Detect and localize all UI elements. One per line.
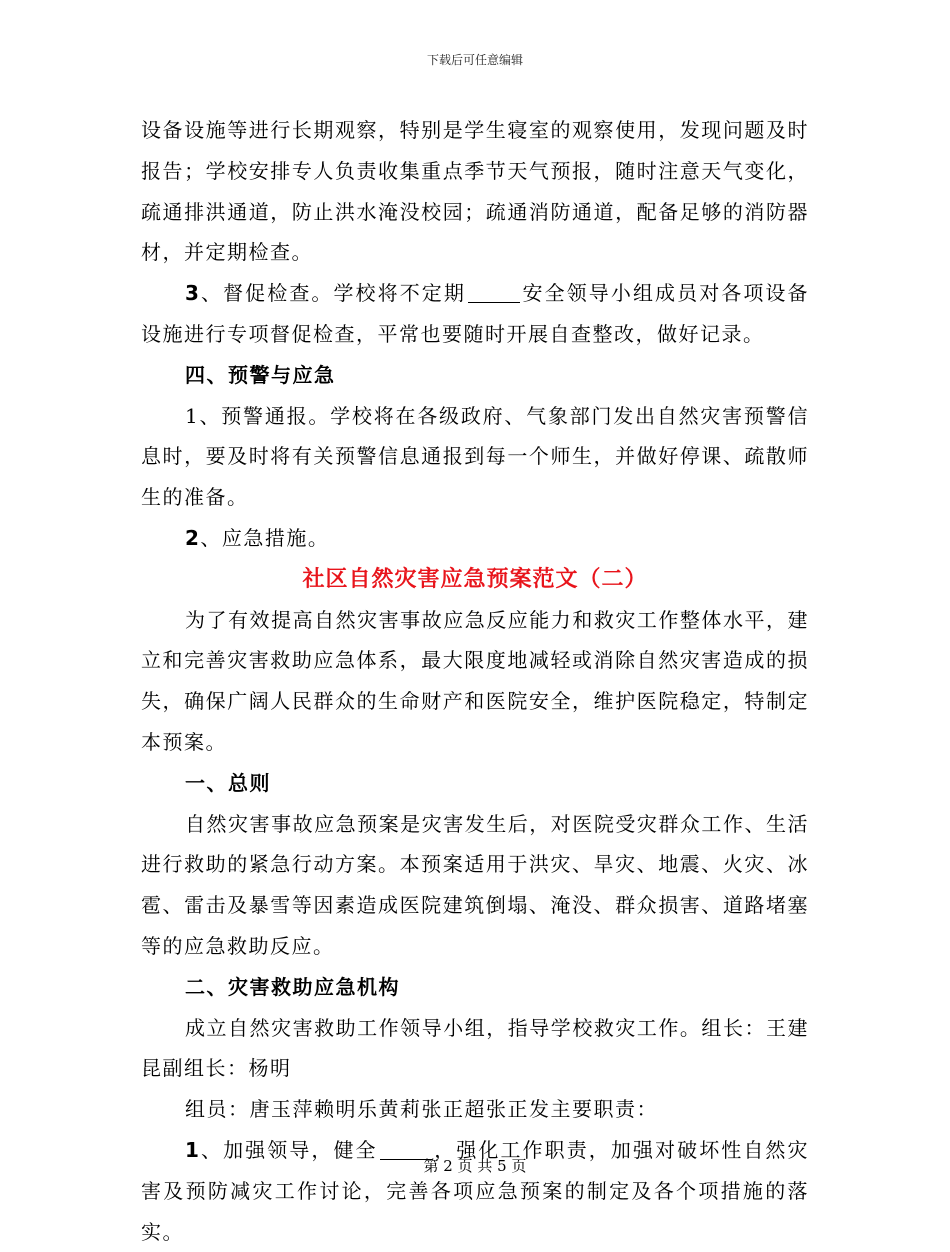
paragraph-text: ，强化工作职责，加强对破坏性自然灾害及预防减灾工作讨论，完善各项应急预案的制定及各个项措施的落实。 xyxy=(141,1137,810,1244)
item-number: 2 xyxy=(185,525,201,550)
paragraph: 组员：唐玉萍赖明乐黄莉张正超张正发主要职责： xyxy=(185,1097,658,1122)
paragraph-text: 、督促检查。学校将不定期 xyxy=(200,281,466,306)
paragraph-text: 安全领导小组成员对各项设备设施进行专项督促检查，平常也要随时开展自查整改，做好记录。 xyxy=(141,281,810,346)
document-body xyxy=(141,110,809,1252)
paragraph-text: 、应急措施。 xyxy=(200,525,330,550)
paragraph: 设备设施等进行长期观察，特别是学生寝室的观察使用，发现问题及时报告；学校安排专人负责收集重点季节天气预报，随时注意天气变化，疏通排洪通道，防止洪水淹没校园；疏通消防通道，配备足够的消防器材，并定期检查。 xyxy=(141,118,809,265)
section-heading: 四、预警与应急 xyxy=(185,362,336,387)
section-heading: 一、总则 xyxy=(185,770,271,795)
page-footer: 第 2 页 共 5 页 xyxy=(423,1157,527,1175)
paragraph: 为了有效提高自然灾害事故应急反应能力和救灾工作整体水平，建立和完善灾害救助应急体系，最大限度地减轻或消除自然灾害造成的损失，确保广阔人民群众的生命财产和医院安全，维护医院稳定，特制定本预案。 xyxy=(141,607,809,754)
item-number: 3 xyxy=(185,281,201,306)
paragraph xyxy=(141,1130,809,1252)
paragraph xyxy=(141,273,809,355)
paragraph: 1、预警通报。学校将在各级政府、气象部门发出自然灾害预警信息时，要及时将有关预警信息通报到每一个师生，并做好停课、疏散师生的准备。 xyxy=(141,403,809,510)
fill-in-blank xyxy=(468,282,520,303)
paragraph: 成立自然灾害救助工作领导小组，指导学校救灾工作。组长：王建昆副组长：杨明 xyxy=(141,1015,809,1081)
item-number: 1 xyxy=(185,1137,201,1162)
page-header: 下载后可任意编辑 xyxy=(426,53,523,67)
paragraph-text: 、加强领导，健全 xyxy=(200,1137,378,1162)
section-heading: 二、灾害救助应急机构 xyxy=(185,974,400,999)
paragraph: 自然灾害事故应急预案是灾害发生后，对医院受灾群众工作、生活进行救助的紧急行动方案。本预案适用于洪灾、旱灾、地震、火灾、冰雹、雷击及暴雪等因素造成医院建筑倒塌、淹没、群众损害、道路堵塞等的应急救助反应。 xyxy=(141,811,809,958)
document-title: 社区自然灾害应急预案范文（二） xyxy=(302,565,648,592)
paragraph xyxy=(141,518,809,559)
